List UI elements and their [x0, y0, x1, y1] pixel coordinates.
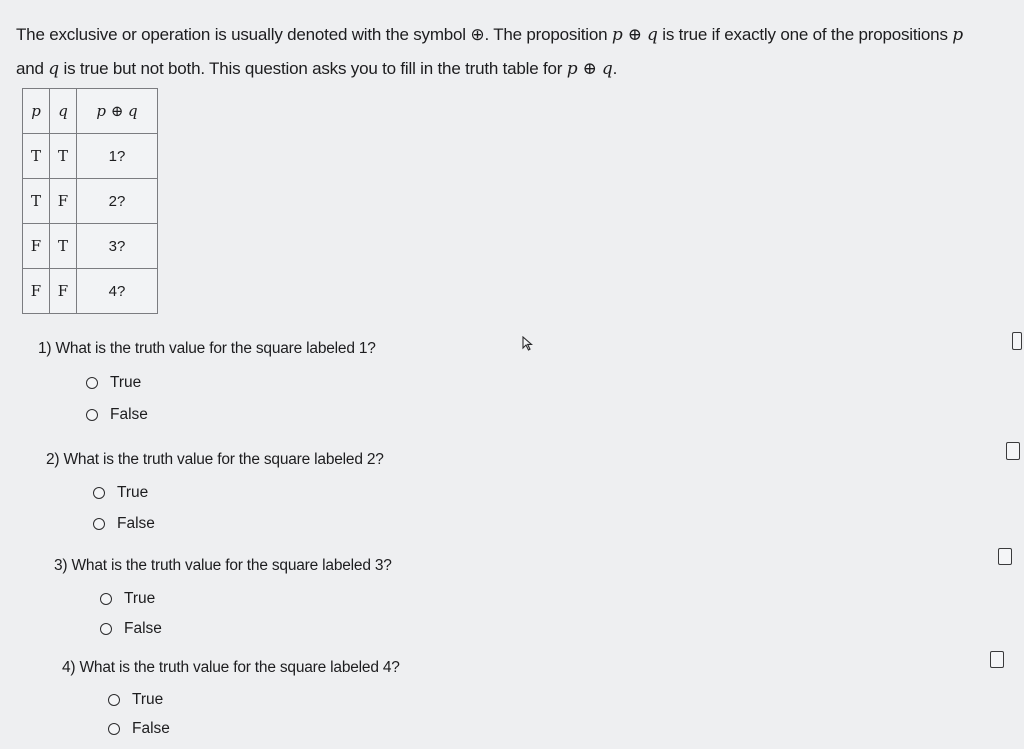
- question-4-option-true[interactable]: [108, 691, 163, 709]
- bookmark-flag-icon[interactable]: [1012, 332, 1022, 350]
- option-label: False: [117, 515, 155, 532]
- question-1-option-false[interactable]: [86, 406, 148, 424]
- mouse-pointer-icon: [522, 336, 534, 352]
- cell-result: 2?: [77, 179, 158, 224]
- option-label: False: [110, 406, 148, 423]
- radio-circle-icon[interactable]: [108, 723, 120, 735]
- question-2-option-true[interactable]: [93, 484, 148, 502]
- option-label: True: [110, 374, 142, 391]
- bookmark-flag-icon[interactable]: [998, 548, 1012, 565]
- math-expression: p ⊕ q: [611, 25, 658, 45]
- question-1: [38, 340, 376, 358]
- intro-line-2: [16, 52, 1016, 86]
- bookmark-flag-icon[interactable]: [1006, 442, 1020, 460]
- intro-text: is true but not both. This question asks you to fill in the truth table for: [58, 59, 567, 78]
- cell-p: F: [23, 224, 50, 269]
- radio-circle-icon[interactable]: [108, 694, 120, 706]
- math-variable: q: [48, 59, 59, 79]
- header-q: q: [50, 89, 77, 134]
- math-variable: p: [952, 25, 963, 45]
- question-2-option-false[interactable]: [93, 515, 155, 533]
- radio-circle-icon[interactable]: [86, 377, 98, 389]
- bookmark-flag-icon[interactable]: [990, 651, 1004, 668]
- option-label: True: [117, 484, 149, 501]
- option-label: True: [132, 691, 164, 708]
- math-expression: p ⊕ q: [566, 59, 613, 79]
- intro-text: . The proposition: [484, 25, 612, 44]
- table-row: [23, 224, 158, 269]
- cell-q: T: [50, 134, 77, 179]
- intro-text: and: [16, 59, 49, 78]
- table-row: [23, 179, 158, 224]
- question-3: [54, 557, 392, 575]
- radio-circle-icon[interactable]: [93, 518, 105, 530]
- radio-circle-icon[interactable]: [86, 409, 98, 421]
- cell-q: F: [50, 269, 77, 314]
- cell-result: 4?: [77, 269, 158, 314]
- cell-q: F: [50, 179, 77, 224]
- intro-paragraph: [16, 18, 1016, 86]
- question-2: [46, 451, 384, 469]
- intro-line-1: [16, 18, 1016, 52]
- question-1-option-true[interactable]: [86, 374, 141, 392]
- radio-circle-icon[interactable]: [100, 623, 112, 635]
- cell-result: 3?: [77, 224, 158, 269]
- question-4-text: 4) What is the truth value for the square labeled 4?: [62, 659, 400, 676]
- question-3-option-true[interactable]: [100, 590, 155, 608]
- cell-p: F: [23, 269, 50, 314]
- question-2-text: 2) What is the truth value for the square labeled 2?: [46, 451, 384, 468]
- xor-symbol: ⊕: [470, 25, 485, 44]
- option-label: True: [124, 590, 156, 607]
- cell-result: 1?: [77, 134, 158, 179]
- header-p: p: [23, 89, 50, 134]
- question-4: [62, 659, 400, 677]
- cell-p: T: [23, 134, 50, 179]
- question-3-option-false[interactable]: [100, 620, 162, 638]
- table-row: [23, 269, 158, 314]
- cell-p: T: [23, 179, 50, 224]
- question-4-option-false[interactable]: [108, 720, 170, 738]
- intro-text: is true if exactly one of the propositions: [657, 25, 953, 44]
- question-1-text: 1) What is the truth value for the square labeled 1?: [38, 340, 376, 357]
- question-3-text: 3) What is the truth value for the square labeled 3?: [54, 557, 392, 574]
- intro-text: .: [612, 59, 618, 78]
- option-label: False: [124, 620, 162, 637]
- cell-q: T: [50, 224, 77, 269]
- option-label: False: [132, 720, 170, 737]
- truth-table: [22, 88, 158, 314]
- radio-circle-icon[interactable]: [100, 593, 112, 605]
- radio-circle-icon[interactable]: [93, 487, 105, 499]
- header-p-xor-q: p ⊕ q: [77, 89, 158, 134]
- intro-text: The exclusive or operation is usually denoted with the symbol: [16, 25, 471, 44]
- truth-table-header-row: [23, 89, 158, 134]
- table-row: [23, 134, 158, 179]
